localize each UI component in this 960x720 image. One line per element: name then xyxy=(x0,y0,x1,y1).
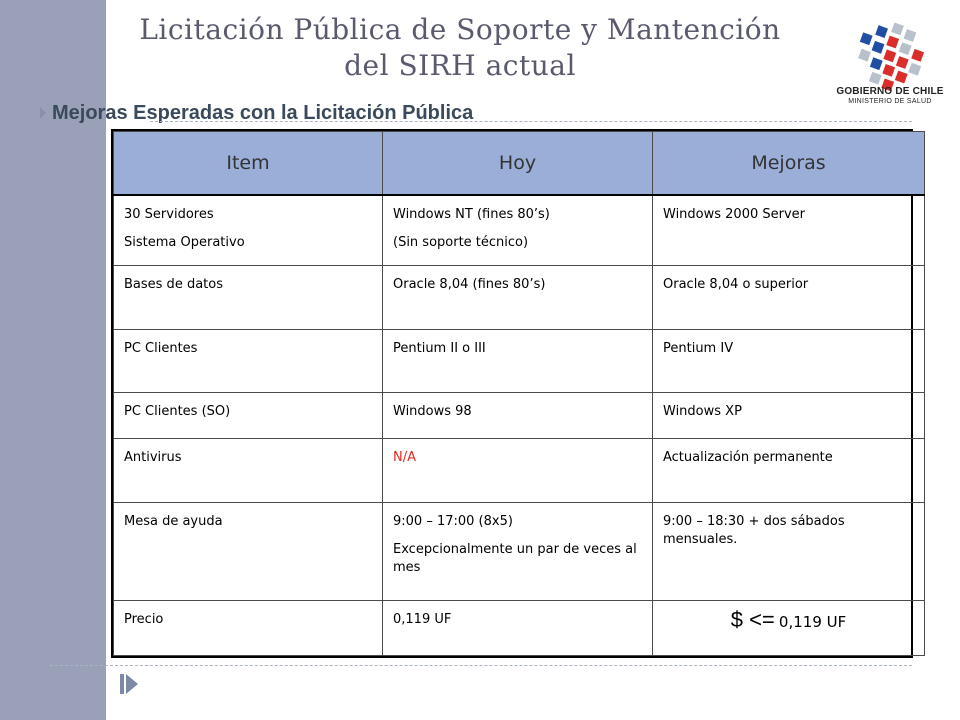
cell-text: Actualización permanente xyxy=(663,449,833,465)
cell-text: 9:00 – 17:00 (8x5) xyxy=(393,513,513,529)
cell-item xyxy=(114,392,383,438)
cell-hoy xyxy=(383,600,653,656)
cell-hoy xyxy=(383,195,653,265)
cell-mejoras xyxy=(653,195,925,265)
logo-line-2: MINISTERIO DE SALUD xyxy=(848,98,932,105)
comparison-table-frame xyxy=(111,129,913,658)
cell-text: Bases de datos xyxy=(124,276,223,292)
price-prefix: $ <= xyxy=(730,606,775,632)
table-row xyxy=(114,329,925,392)
cell-text: (Sin soporte técnico) xyxy=(393,235,529,250)
header-hoy: Hoy xyxy=(383,132,653,196)
price-value: 0,119 UF xyxy=(778,612,847,631)
bullet-arrow-icon xyxy=(40,107,46,119)
cell-item xyxy=(114,195,383,265)
cell-text: Precio xyxy=(124,611,164,627)
cell-mejoras xyxy=(653,438,925,502)
cell-text: Pentium IV xyxy=(663,340,734,356)
cell-hoy xyxy=(383,438,653,502)
table-row xyxy=(114,195,925,265)
cell-text: Sistema Operativo xyxy=(124,235,245,250)
cell-item xyxy=(114,329,383,392)
cell-hoy xyxy=(383,329,653,392)
table-row xyxy=(114,502,925,600)
table-row xyxy=(114,438,925,502)
cell-item xyxy=(114,502,383,600)
cell-text: Pentium II o III xyxy=(393,340,486,356)
slide-title xyxy=(110,12,810,84)
cell-hoy xyxy=(383,265,653,329)
cell-hoy xyxy=(383,502,653,600)
cell-item xyxy=(114,265,383,329)
cell-mejoras xyxy=(653,502,925,600)
cell-text: PC Clientes xyxy=(124,340,198,356)
cell-text: PC Clientes (SO) xyxy=(124,403,231,419)
slide-subtitle: Mejoras Esperadas con la Licitación Pública xyxy=(52,101,474,124)
logo-text xyxy=(828,86,952,105)
comparison-table xyxy=(113,131,925,656)
cell-text: Windows 98 xyxy=(393,403,472,419)
cell-mejoras-price xyxy=(653,600,925,656)
cell-text: Windows NT (fines 80’s) xyxy=(393,207,550,222)
cell-hoy xyxy=(383,392,653,438)
cell-text: Windows XP xyxy=(663,403,742,419)
header-item: Item xyxy=(114,132,383,196)
cell-text: Windows 2000 Server xyxy=(663,207,806,222)
table-header-row xyxy=(114,132,925,196)
cell-text: 30 Servidores xyxy=(124,207,214,222)
top-divider xyxy=(150,121,912,122)
cell-text-na: N/A xyxy=(393,449,416,465)
cell-item xyxy=(114,600,383,656)
subtitle-row xyxy=(40,99,473,127)
table-row xyxy=(114,392,925,438)
footer-arrow-icon xyxy=(126,674,138,694)
logo-line-1: GOBIERNO DE CHILE xyxy=(836,86,944,97)
cell-text: Oracle 8,04 (fines 80’s) xyxy=(393,276,546,292)
bottom-divider xyxy=(50,665,912,666)
cell-text: Antivirus xyxy=(124,449,182,465)
cell-text: Mesa de ayuda xyxy=(124,513,223,529)
cell-text: Excepcionalmente un par de veces al mes xyxy=(393,541,637,575)
cell-mejoras xyxy=(653,265,925,329)
cell-text: 0,119 UF xyxy=(393,611,452,627)
cell-text: Oracle 8,04 o superior xyxy=(663,276,809,292)
table-row xyxy=(114,600,925,656)
footer-bar xyxy=(120,674,124,694)
cell-item xyxy=(114,438,383,502)
slide-title-line-2: del SIRH actual xyxy=(344,49,576,82)
slide-title-line-1: Licitación Pública de Soporte y Mantención xyxy=(139,13,781,46)
cell-text: 9:00 – 18:30 + dos sábados mensuales. xyxy=(663,513,845,547)
header-mejoras: Mejoras xyxy=(653,132,925,196)
table-row xyxy=(114,265,925,329)
cell-mejoras xyxy=(653,392,925,438)
cell-mejoras xyxy=(653,329,925,392)
